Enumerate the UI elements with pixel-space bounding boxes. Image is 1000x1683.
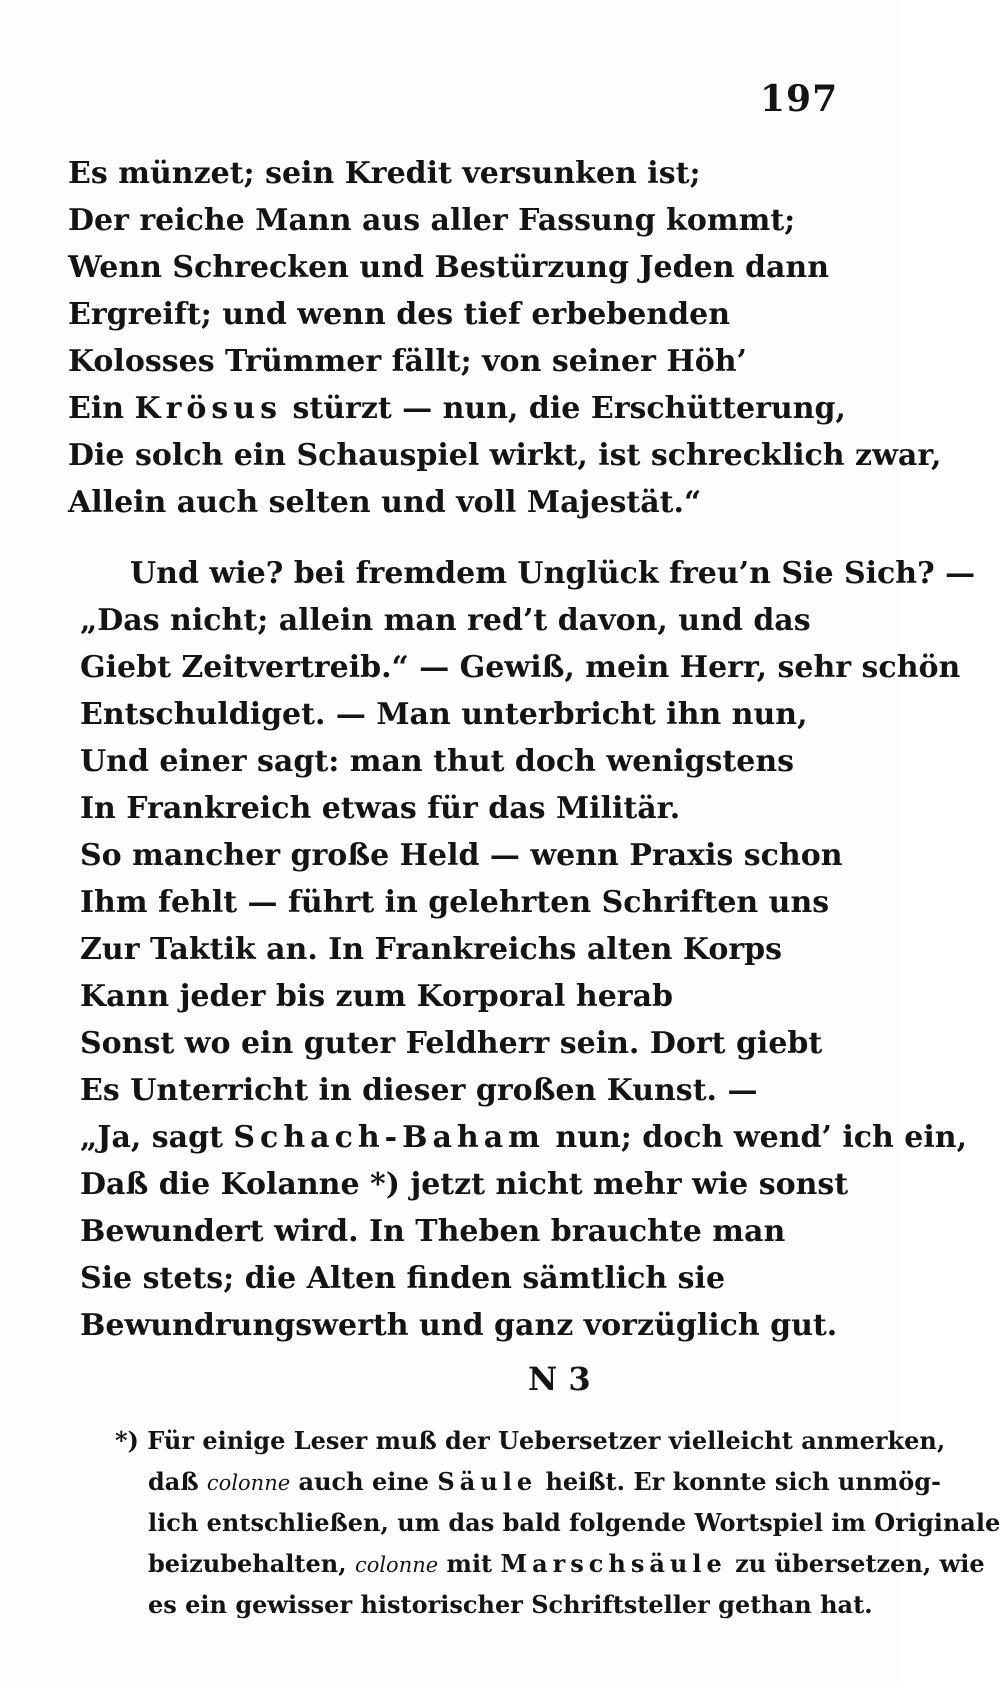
latin-word: colonne xyxy=(206,1471,291,1495)
verse-line: Sie stets; die Alten finden sämtlich sie xyxy=(80,1261,726,1296)
latin-word: colonne xyxy=(354,1553,439,1577)
verse-line: Es münzet; sein Kredit versunken ist; xyxy=(68,156,701,191)
verse-line: Die solch ein Schauspiel wirkt, ist schrecklich zwar, xyxy=(68,438,942,473)
verse-line: Entschuldiget. — Man unterbricht ihn nun, xyxy=(80,697,808,732)
signature-mark: N 3 xyxy=(528,1360,591,1398)
verse-line: „Das nicht; allein man red’t davon, und das xyxy=(80,603,811,638)
footnote-text: daß xyxy=(148,1467,207,1496)
verse-stanza-1 xyxy=(68,150,942,526)
verse-line xyxy=(68,385,858,432)
footnote-line xyxy=(115,1461,941,1502)
verse-line: In Frankreich etwas für das Militär. xyxy=(80,791,681,826)
footnote-text: mit xyxy=(438,1549,501,1578)
footnote xyxy=(115,1420,1000,1625)
verse-stanza-2 xyxy=(80,550,976,1349)
verse-line: Ergreift; und wenn des tief erbebenden xyxy=(68,297,731,332)
verse-line: Und wie? bei fremdem Unglück freu’n Sie Sich? — xyxy=(130,556,976,591)
verse-line: So mancher große Held — wenn Praxis schon xyxy=(80,838,843,873)
footnote-line: es ein gewisser historischer Schriftsteller gethan hat. xyxy=(148,1590,873,1619)
verse-line: Ihm fehlt — führt in gelehrten Schriften uns xyxy=(80,885,830,920)
verse-line: Wenn Schrecken und Bestürzung Jeden dann xyxy=(68,250,830,285)
spaced-word: Säule xyxy=(437,1467,538,1496)
verse-text: stürzt — nun, die Erschütterung, xyxy=(282,391,846,426)
verse-line: Daß die Kolanne *) jetzt nicht mehr wie sonst xyxy=(80,1167,849,1202)
verse-line: Kann jeder bis zum Korporal herab xyxy=(80,979,673,1014)
footnote-line: lich entschließen, um das bald folgende Wortspiel im Originale xyxy=(148,1508,1000,1537)
footnote-text: zu übersetzen, wie xyxy=(726,1549,985,1578)
spaced-name: Krösus xyxy=(134,391,283,426)
verse-line: Giebt Zeitvertreib.“ — Gewiß, mein Herr, sehr schön xyxy=(80,650,961,685)
verse-line: Bewundert wird. In Theben brauchte man xyxy=(80,1214,786,1249)
verse-line: Kolosses Trümmer fällt; von seiner Höh’ xyxy=(68,344,747,379)
verse-line xyxy=(80,1114,968,1161)
footnote-text: beizubehalten, xyxy=(148,1549,355,1578)
verse-text: Ein xyxy=(68,391,135,426)
verse-text: „Ja, sagt xyxy=(80,1120,234,1155)
verse-line: Der reiche Mann aus aller Fassung kommt; xyxy=(68,203,796,238)
page-number: 197 xyxy=(760,78,839,120)
spaced-name: Schach-Baham xyxy=(233,1120,545,1155)
verse-text: nun; doch wend’ ich ein, xyxy=(544,1120,968,1155)
verse-line: Bewundrungswerth und ganz vorzüglich gut. xyxy=(80,1308,838,1343)
verse-line: Zur Taktik an. In Frankreichs alten Korps xyxy=(80,932,782,967)
verse-line: Sonst wo ein guter Feldherr sein. Dort giebt xyxy=(80,1026,823,1061)
footnote-line xyxy=(115,1543,985,1584)
spaced-word: Marschsäule xyxy=(500,1549,727,1578)
footnote-text: auch eine xyxy=(290,1467,438,1496)
verse-line: Allein auch selten und voll Majestät.“ xyxy=(68,485,702,520)
footnote-line: *) Für einige Leser muß der Uebersetzer vielleicht anmerken, xyxy=(115,1426,946,1455)
footnote-text: heißt. Er konnte sich unmög- xyxy=(537,1467,941,1496)
verse-line: Und einer sagt: man thut doch wenigstens xyxy=(80,744,795,779)
verse-line: Es Unterricht in dieser großen Kunst. — xyxy=(80,1073,758,1108)
